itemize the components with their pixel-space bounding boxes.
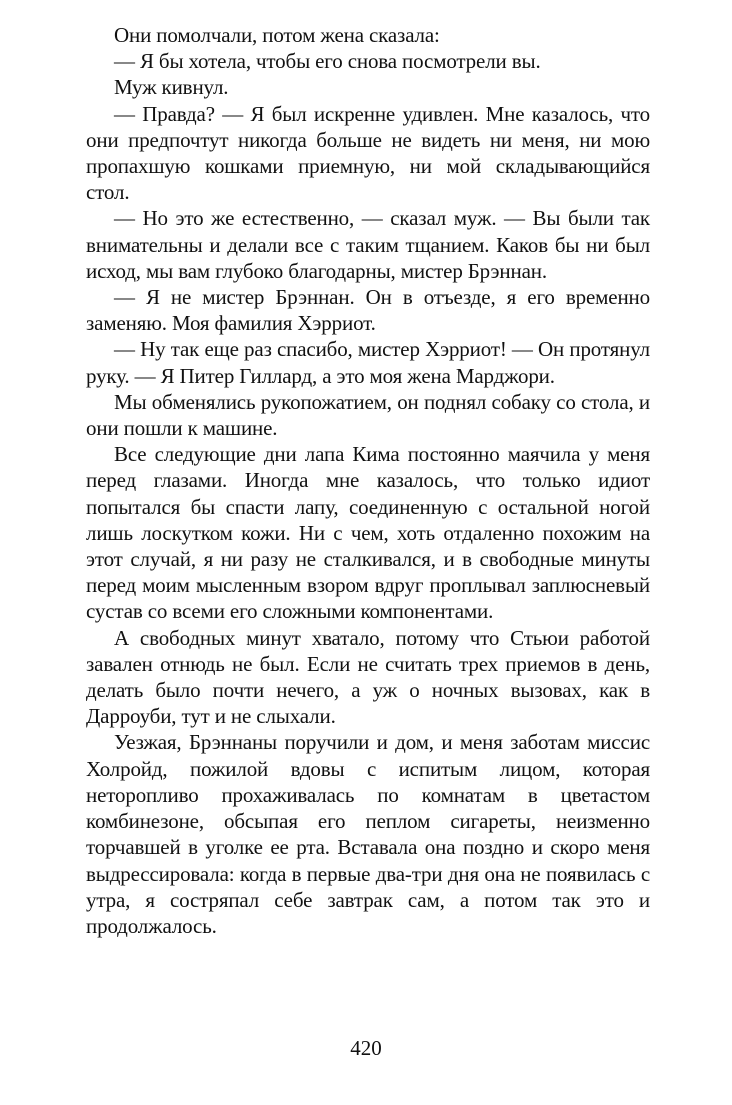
- page-text-body: [86, 22, 650, 939]
- paragraph: — Но это же естественно, — сказал муж. — Вы были так внимательны и делали все с таким тщанием. Каков бы ни был исход, мы вам глубоко благодарны, мистер Брэннан.: [86, 206, 650, 283]
- paragraph: — Правда? — Я был искренне удивлен. Мне казалось, что они предпочтут никогда больше не видеть ни меня, ни мою пропахшую кошками приемную, ни мой складывающийся стол.: [86, 101, 650, 205]
- paragraph: Муж кивнул.: [114, 75, 229, 100]
- paragraph: — Я бы хотела, чтобы его снова посмотрели вы.: [114, 49, 541, 74]
- paragraph: — Я не мистер Брэннан. Он в отъезде, я его временно заменяю. Моя фамилия Хэрриот.: [86, 285, 650, 336]
- paragraph: А свободных минут хватало, потому что Стьюи работой завален отнюдь не был. Если не считать трех приемов в день, делать было почти нечего, а уж о ночных вызовах, как в Дарроуби, тут и не слыхали.: [86, 625, 650, 729]
- paragraph: Уезжая, Брэннаны поручили и дом, и меня заботам миссис Холройд, пожилой вдовы с испитым лицом, которая неторопливо прохаживалась по комнатам в цветастом комбинезоне, обсыпая его пеплом сигареты, неизменно торчавшей в уголке ее рта. Вставала она поздно и скоро меня выдрессировала: когда в первые два-три дня она не появилась с утра, я состряпал себе завтрак сам, а потом так это и продолжалось.: [86, 730, 650, 938]
- paragraph: — Ну так еще раз спасибо, мистер Хэрриот! — Он протянул руку. — Я Питер Гиллард, а это моя жена Марджори.: [86, 337, 650, 388]
- paragraph: Все следующие дни лапа Кима постоянно маячила у меня перед глазами. Иногда мне казалось, что только идиот попытался бы спасти лапу, соединенную с остальной ногой лишь лоскутком кожи. Ни с чем, хоть отдаленно похожим на этот случай, я ни разу не сталкивался, и в свободные минуты перед моим мысленным взором вдруг проплывал заплюсневый сустав со всеми его сложными компонентами.: [86, 442, 650, 624]
- paragraph: Они помолчали, потом жена сказала:: [114, 23, 440, 47]
- page-number: 420: [350, 1036, 382, 1060]
- paragraph: Мы обменялись рукопожатием, он поднял собаку со стола, и они пошли к машине.: [86, 389, 650, 441]
